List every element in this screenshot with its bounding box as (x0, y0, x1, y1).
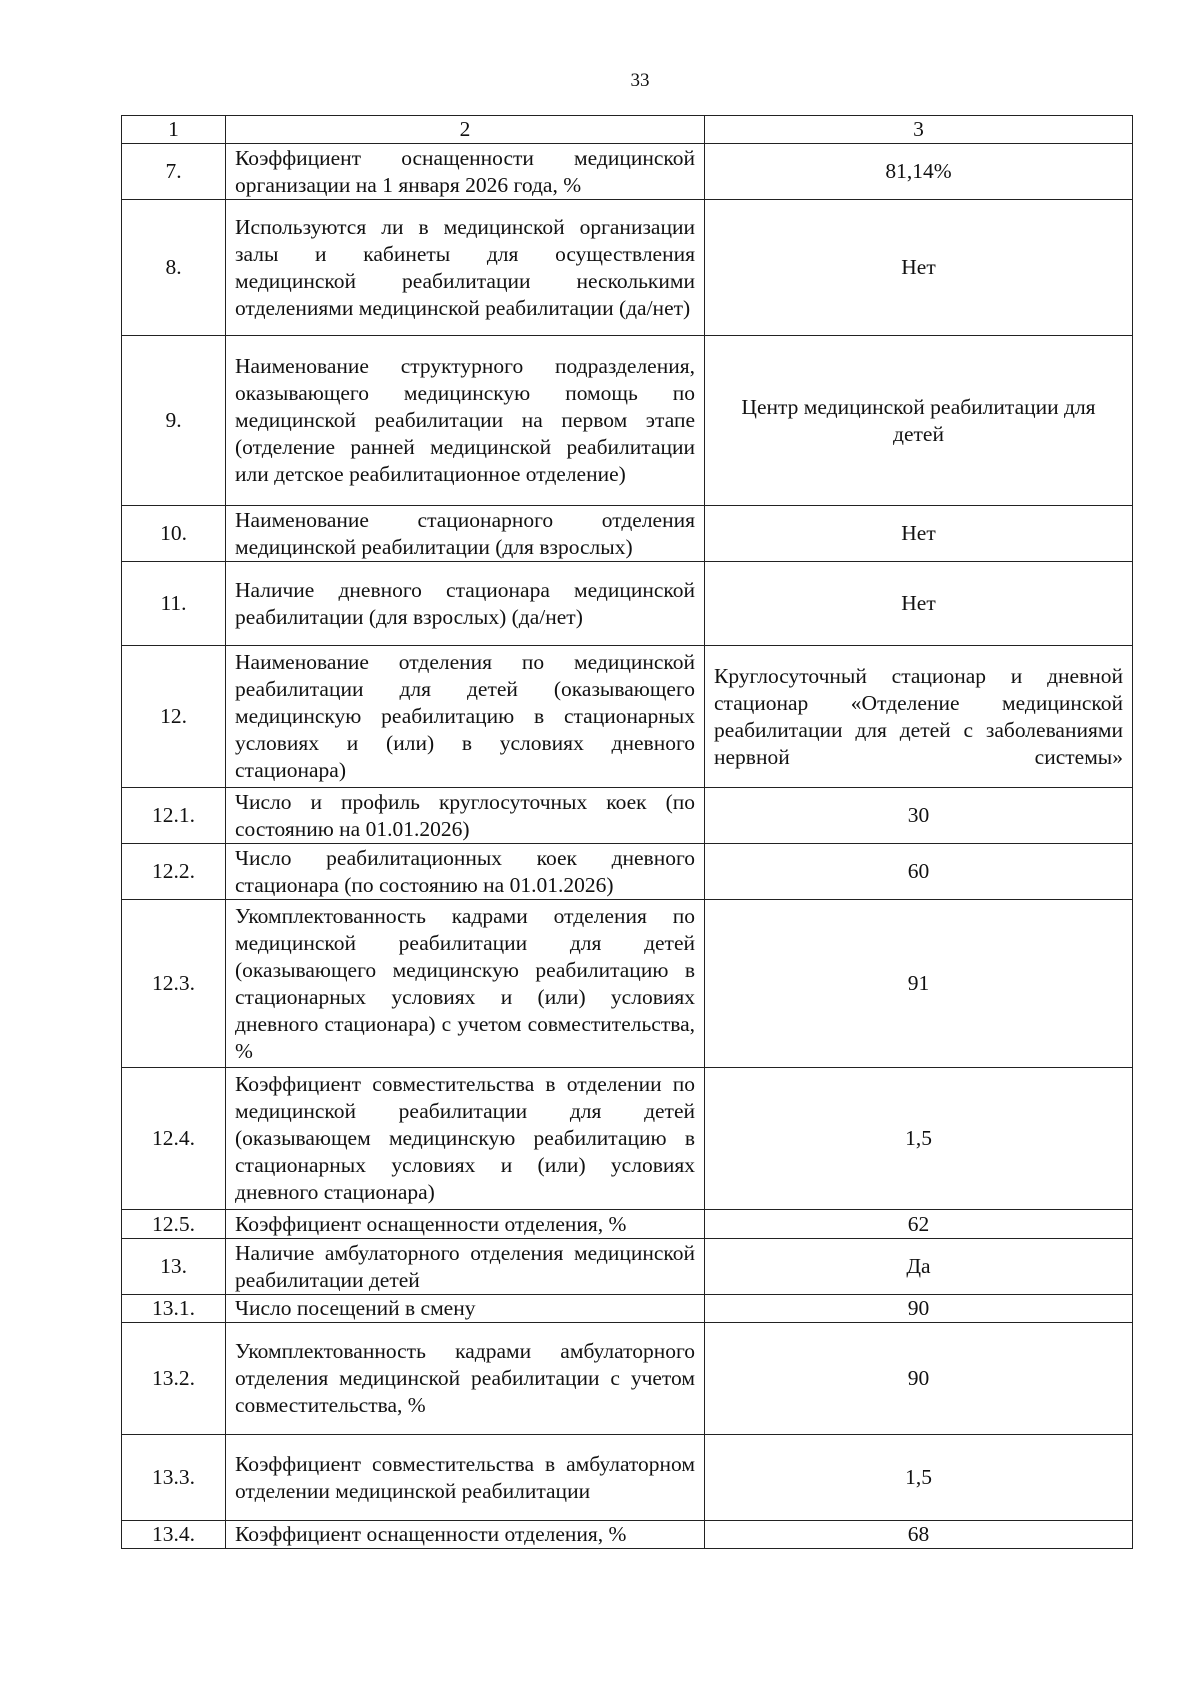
row-value: 30 (705, 788, 1133, 844)
table-row (122, 200, 1133, 336)
row-value: 1,5 (705, 1435, 1133, 1521)
row-value: Нет (705, 506, 1133, 562)
table-row (122, 1521, 1133, 1549)
row-number: 13. (122, 1239, 226, 1295)
row-description: Число реабилитационных коек дневного стационара (по состоянию на 01.01.2026) (226, 844, 705, 900)
header-col-1: 1 (122, 116, 226, 144)
row-description: Наименование структурного подразделения, оказывающего медицинскую помощь по медицинской реабилитации на первом этапе (отделение ранней медицинской реабилитации или детское реабилитационное отделение) (226, 336, 705, 506)
row-value: 81,14% (705, 144, 1133, 200)
row-description: Число и профиль круглосуточных коек (по состоянию на 01.01.2026) (226, 788, 705, 844)
page-number: 33 (630, 70, 650, 91)
row-number: 12.5. (122, 1210, 226, 1239)
row-description: Наличие амбулаторного отделения медицинской реабилитации детей (226, 1239, 705, 1295)
table-row (122, 1435, 1133, 1521)
row-number: 9. (122, 336, 226, 506)
row-value: 68 (705, 1521, 1133, 1549)
row-number: 12.1. (122, 788, 226, 844)
row-description: Используются ли в медицинской организации залы и кабинеты для осуществления медицинской реабилитации несколькими отделениями медицинской реабилитации (да/нет) (226, 200, 705, 336)
row-value: Нет (705, 562, 1133, 646)
table-row (122, 336, 1133, 506)
table-row (122, 1323, 1133, 1435)
row-value: 91 (705, 900, 1133, 1068)
table-row (122, 1239, 1133, 1295)
table-row (122, 1210, 1133, 1239)
row-value: Да (705, 1239, 1133, 1295)
header-col-2: 2 (226, 116, 705, 144)
row-description: Коэффициент совместительства в амбулаторном отделении медицинской реабилитации (226, 1435, 705, 1521)
row-value: 1,5 (705, 1068, 1133, 1210)
row-value: Центр медицинской реабилитации для детей (705, 336, 1133, 506)
row-number: 13.3. (122, 1435, 226, 1521)
table-row (122, 646, 1133, 788)
table-header-row (122, 116, 1133, 144)
row-description: Наименование стационарного отделения медицинской реабилитации (для взрослых) (226, 506, 705, 562)
table-row (122, 788, 1133, 844)
row-number: 13.1. (122, 1295, 226, 1323)
row-description: Коэффициент оснащенности медицинской организации на 1 января 2026 года, % (226, 144, 705, 200)
table-row (122, 844, 1133, 900)
row-number: 12.3. (122, 900, 226, 1068)
row-description: Число посещений в смену (226, 1295, 705, 1323)
row-number: 12.4. (122, 1068, 226, 1210)
table-row (122, 1068, 1133, 1210)
table-row (122, 900, 1133, 1068)
row-number: 12. (122, 646, 226, 788)
row-value: 90 (705, 1295, 1133, 1323)
row-description: Укомплектованность кадрами амбулаторного отделения медицинской реабилитации с учетом совместительства, % (226, 1323, 705, 1435)
row-value: Круглосуточный стационар и дневной стационар «Отделение медицинской реабилитации для детей с заболеваниями нервной системы» (705, 646, 1133, 788)
row-value: 62 (705, 1210, 1133, 1239)
table-row (122, 1295, 1133, 1323)
row-number: 13.4. (122, 1521, 226, 1549)
row-number: 7. (122, 144, 226, 200)
row-description: Наименование отделения по медицинской реабилитации для детей (оказывающего медицинскую реабилитацию в стационарных условиях и (или) в условиях дневного стационара) (226, 646, 705, 788)
row-description: Наличие дневного стационара медицинской реабилитации (для взрослых) (да/нет) (226, 562, 705, 646)
row-description: Коэффициент совместительства в отделении по медицинской реабилитации для детей (оказывающем медицинскую реабилитацию в стационарных условиях и (или) условиях дневного стационара) (226, 1068, 705, 1210)
table-row (122, 562, 1133, 646)
table-row (122, 506, 1133, 562)
row-value: Нет (705, 200, 1133, 336)
row-value: 60 (705, 844, 1133, 900)
data-table (121, 115, 1133, 1549)
row-number: 12.2. (122, 844, 226, 900)
row-number: 8. (122, 200, 226, 336)
header-col-3: 3 (705, 116, 1133, 144)
row-description: Укомплектованность кадрами отделения по медицинской реабилитации для детей (оказывающего медицинскую реабилитацию в стационарных условиях и (или) условиях дневного стационара) с учетом совместительства, % (226, 900, 705, 1068)
row-value: 90 (705, 1323, 1133, 1435)
row-description: Коэффициент оснащенности отделения, % (226, 1521, 705, 1549)
row-number: 13.2. (122, 1323, 226, 1435)
table-row (122, 144, 1133, 200)
row-number: 10. (122, 506, 226, 562)
row-description: Коэффициент оснащенности отделения, % (226, 1210, 705, 1239)
row-number: 11. (122, 562, 226, 646)
